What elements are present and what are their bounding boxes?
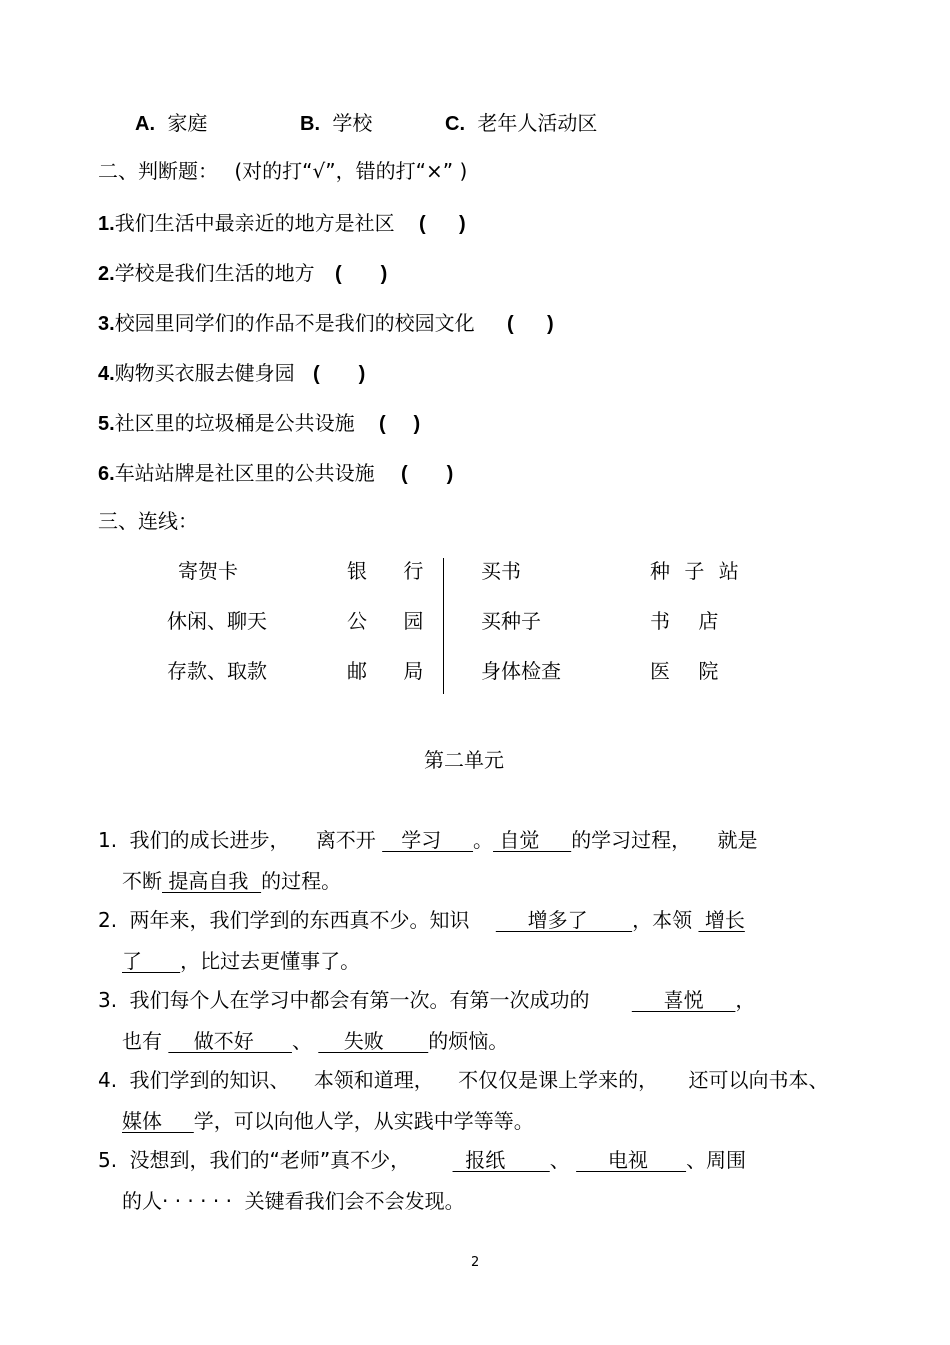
answer-parentheses[interactable]: ( ) [335, 263, 388, 285]
question-text: 学，可以向他人学，从实践中学等等。 [193, 1109, 534, 1133]
matching-left-item[interactable]: 寄贺卡 [178, 559, 238, 583]
judgment-item [98, 360, 365, 387]
question-text: 、 [549, 1148, 570, 1172]
question-text: 不断 [122, 869, 162, 893]
choice-a [135, 110, 207, 137]
matching-right-item[interactable]: 买书 [481, 559, 521, 583]
judgment-heading-row [98, 158, 467, 184]
answer-blank[interactable]: 学习 [382, 828, 474, 852]
answer-blank[interactable]: 媒体 [122, 1109, 194, 1133]
question-text: 不仅仅是课上学来的， [458, 1068, 659, 1092]
question-text: 、周围 [686, 1148, 747, 1172]
question-text: 离不开 [315, 828, 376, 852]
answer-parentheses[interactable]: ( ) [313, 363, 366, 385]
question-text: 两年来，我们学到的东西真不少。知识 [129, 908, 470, 932]
question-text: 。 [473, 828, 494, 852]
item-number: 1. [98, 213, 115, 235]
question-number: 1. [98, 828, 118, 852]
unit-title: 第二单元 [424, 748, 504, 772]
question-number: 5. [98, 1148, 118, 1172]
matching-left-place[interactable]: 邮 局 [347, 659, 432, 683]
choice-b-text: 学校 [332, 111, 373, 135]
matching-right-place[interactable]: 医 院 [650, 659, 719, 683]
matching-right-item[interactable]: 买种子 [481, 609, 541, 633]
answer-blank[interactable]: 电视 [576, 1148, 687, 1172]
choice-c [445, 110, 597, 137]
matching-left-item[interactable]: 存款、取款 [167, 659, 267, 683]
judgment-item [98, 310, 554, 337]
answer-blank[interactable]: 报纸 [452, 1148, 550, 1172]
matching-heading: 三、连线： [98, 509, 198, 533]
question-number: 4. [98, 1068, 118, 1092]
judgment-heading: 二、判断题： [98, 159, 218, 183]
question-text: ，本领 [632, 908, 693, 932]
answer-blank[interactable]: 做不好 [168, 1029, 292, 1053]
item-number: 2. [98, 263, 115, 285]
answer-blank[interactable]: 增长 [698, 908, 745, 932]
matching-left-item[interactable]: 休闲、聊天 [167, 609, 267, 633]
choice-b [300, 110, 372, 137]
question-text: 的烦恼。 [428, 1029, 509, 1053]
answer-parentheses[interactable]: ( ) [379, 413, 421, 435]
unit2-question-1-cont [122, 868, 341, 894]
unit2-question-3-cont [122, 1028, 508, 1054]
page-number: 2 [471, 1255, 480, 1270]
question-text: 、 [291, 1029, 312, 1053]
matching-right-place[interactable]: 种 子 站 [650, 559, 743, 583]
answer-parentheses[interactable]: ( ) [401, 463, 454, 485]
judgment-instruction: (对的打“√”，错的打“×” ) [234, 159, 468, 183]
question-text: 的学习过程， [571, 828, 692, 852]
item-text: 车站站牌是社区里的公共设施 [114, 461, 375, 485]
unit2-question-1 [98, 827, 758, 853]
unit2-question-5 [98, 1147, 746, 1173]
matching-left-place[interactable]: 银 行 [347, 559, 432, 583]
answer-parentheses[interactable]: ( ) [419, 213, 466, 235]
question-text: 本领和道理， [313, 1068, 434, 1092]
choice-a-letter: A. [135, 113, 155, 135]
answer-blank[interactable]: 了 [122, 949, 181, 973]
answer-blank[interactable]: 增多了 [495, 908, 633, 932]
judgment-item [98, 460, 453, 487]
question-text: 我们学到的知识、 [129, 1068, 290, 1092]
choice-c-letter: C. [445, 113, 465, 135]
item-number: 3. [98, 313, 115, 335]
unit2-question-2-cont [122, 948, 360, 974]
matching-right-place[interactable]: 书 店 [650, 609, 719, 633]
unit2-question-2 [98, 907, 745, 933]
question-text: 的过程。 [261, 869, 342, 893]
judgment-item [98, 260, 387, 287]
question-text: 还可以向书本、 [688, 1068, 829, 1092]
unit2-question-5-cont: 的人· · · · · · 关键看我们会不会发现。 [122, 1189, 465, 1213]
question-text: 我们每个人在学习中都会有第一次。有第一次成功的 [129, 988, 590, 1012]
answer-parentheses[interactable]: ( ) [507, 313, 554, 335]
matching-right-item[interactable]: 身体检查 [481, 659, 561, 683]
item-number: 5. [98, 413, 115, 435]
matching-divider [443, 558, 444, 694]
answer-blank[interactable]: 提高自我 [162, 869, 262, 893]
answer-blank[interactable]: 自觉 [493, 828, 572, 852]
choice-b-letter: B. [300, 113, 320, 135]
unit2-question-4 [98, 1067, 829, 1093]
question-number: 2. [98, 908, 118, 932]
question-text: 没想到，我们的“老师”真不少， [129, 1148, 411, 1172]
unit2-question-4-cont [122, 1108, 534, 1134]
item-text: 购物买衣服去健身园 [114, 361, 295, 385]
question-text: ， [735, 988, 756, 1012]
item-text: 学校是我们生活的地方 [114, 261, 315, 285]
question-text: 我们的成长进步， [129, 828, 290, 852]
item-text: 我们生活中最亲近的地方是社区 [114, 211, 395, 235]
judgment-item [98, 210, 466, 237]
item-number: 4. [98, 363, 115, 385]
choice-a-text: 家庭 [167, 111, 208, 135]
item-number: 6. [98, 463, 115, 485]
question-text: 就是 [717, 828, 758, 852]
matching-left-place[interactable]: 公 园 [347, 609, 432, 633]
item-text: 校园里同学们的作品不是我们的校园文化 [114, 311, 475, 335]
judgment-item [98, 410, 420, 437]
answer-blank[interactable]: 喜悦 [631, 988, 736, 1012]
choice-c-text: 老年人活动区 [477, 111, 598, 135]
unit2-question-3 [98, 987, 755, 1013]
question-text: ，比过去更懂事了。 [180, 949, 361, 973]
item-text: 社区里的垃圾桶是公共设施 [114, 411, 355, 435]
answer-blank[interactable]: 失败 [318, 1029, 429, 1053]
question-number: 3. [98, 988, 118, 1012]
question-text: 也有 [122, 1029, 162, 1053]
